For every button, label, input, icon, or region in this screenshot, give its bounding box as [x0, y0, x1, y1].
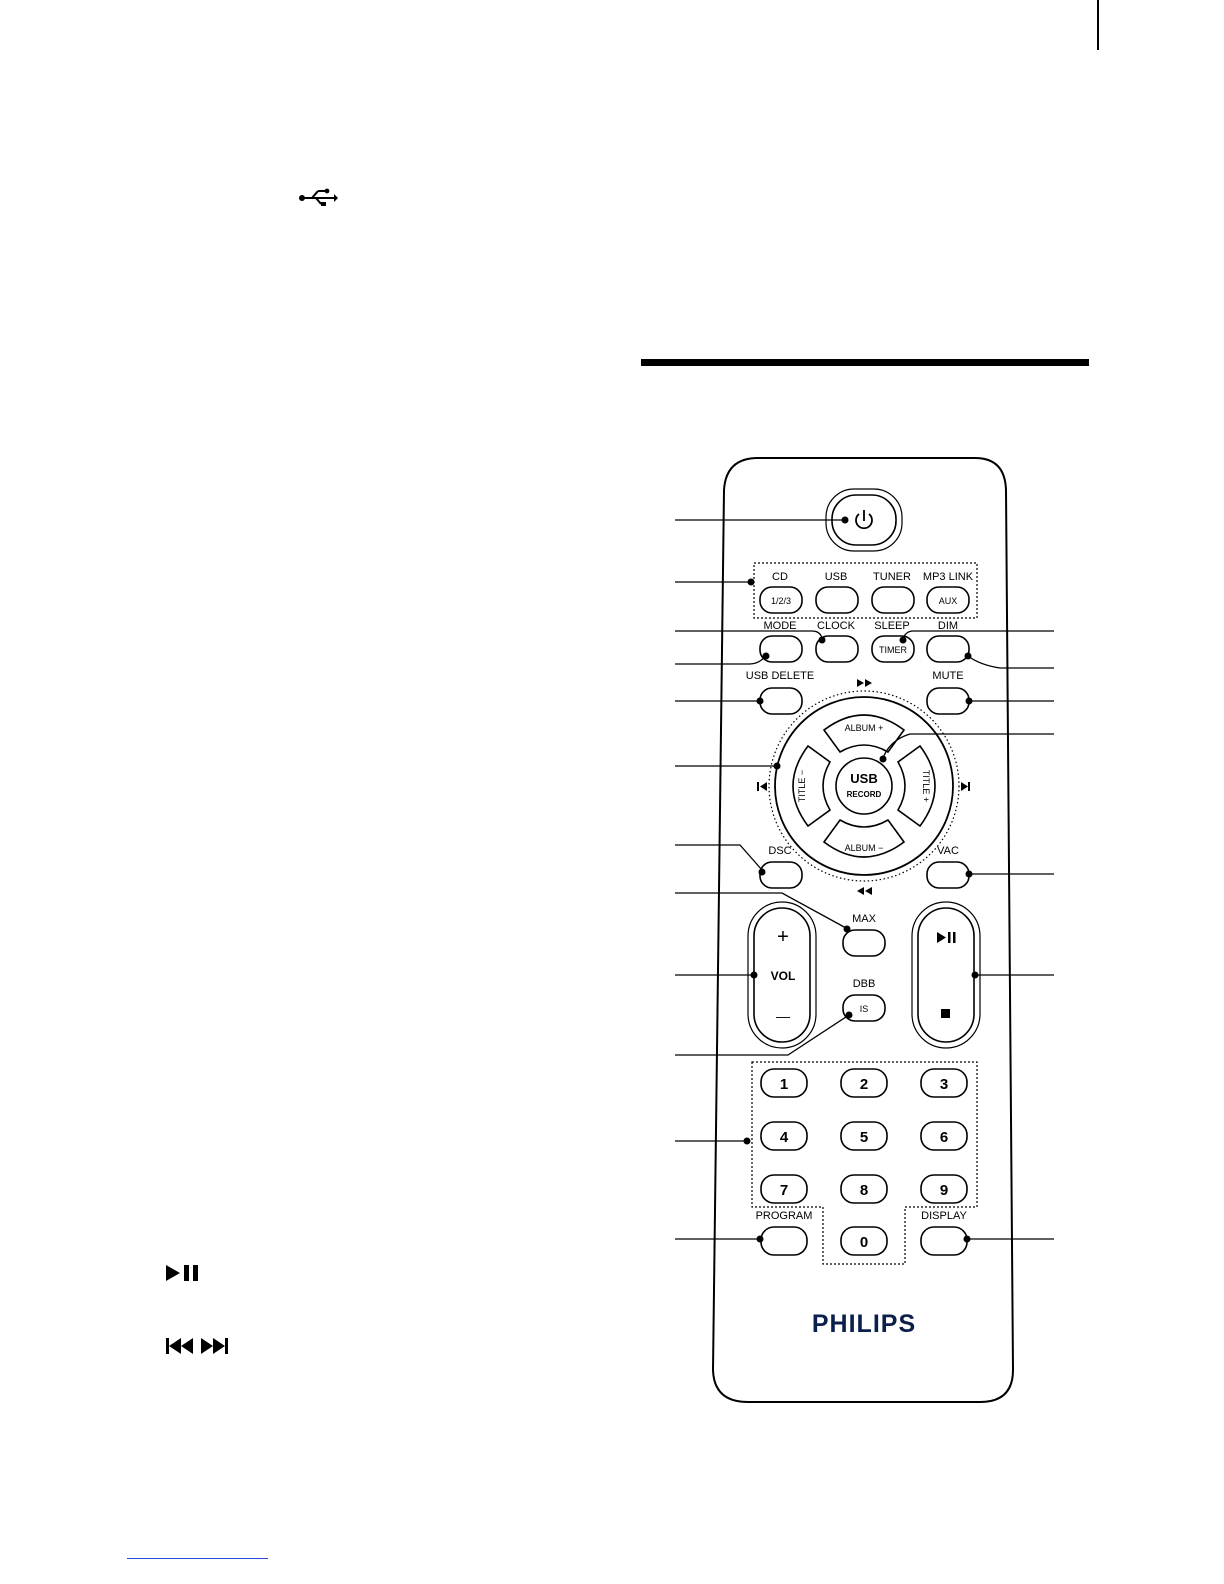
usb-record-label-top: USB: [850, 771, 878, 786]
album-minus-label: ALBUM −: [844, 843, 884, 853]
cd-button-label: 1/2/3: [770, 596, 792, 606]
title-minus-label: TITLE −: [797, 769, 807, 803]
stop-icon: [941, 1009, 950, 1018]
dim-label: DIM: [937, 620, 959, 632]
program-label: PROGRAM: [755, 1210, 813, 1222]
usb-record-label-bottom: RECORD: [846, 790, 882, 799]
digit-8-label: 8: [859, 1182, 869, 1199]
usb-label: USB: [824, 571, 848, 583]
digit-3-label: 3: [939, 1076, 949, 1093]
album-plus-label: ALBUM +: [844, 723, 884, 733]
dsc-button: [760, 862, 802, 888]
max-button: [843, 930, 885, 956]
digit-4-label: 4: [779, 1129, 789, 1146]
digit-7-label: 7: [779, 1182, 789, 1199]
digit-6-label: 6: [939, 1129, 949, 1146]
display-label: DISPLAY: [921, 1210, 967, 1222]
tuner-button: [872, 587, 914, 613]
philips-logo: PHILIPS: [811, 1310, 917, 1338]
digit-9-label: 9: [939, 1182, 949, 1199]
mode-label: MODE: [763, 620, 797, 632]
display-button: [921, 1227, 967, 1255]
dsc-label: DSC: [768, 845, 792, 857]
mute-label: MUTE: [932, 670, 964, 682]
mute-button: [927, 688, 969, 714]
vac-label: VAC: [937, 845, 959, 857]
aux-button-label: AUX: [938, 596, 958, 606]
usb-delete-label: USB DELETE: [745, 670, 815, 682]
mp3-link-label: MP3 LINK: [922, 571, 974, 583]
digit-0-label: 0: [859, 1234, 869, 1251]
timer-label: TIMER: [879, 645, 907, 655]
usb-record-button: [836, 758, 892, 814]
vol-minus-label: —: [776, 1008, 790, 1024]
vol-plus-label: +: [777, 926, 789, 948]
dim-button: [927, 636, 969, 662]
play-stop-rocker: [918, 908, 974, 1042]
sleep-label: SLEEP: [874, 620, 910, 632]
digit-2-label: 2: [859, 1076, 869, 1093]
dbb-label: DBB: [852, 978, 876, 990]
digit-1-label: 1: [779, 1076, 789, 1093]
max-label: MAX: [852, 913, 876, 925]
cd-label: CD: [772, 571, 788, 583]
program-button: [761, 1227, 807, 1255]
vol-label: VOL: [770, 969, 796, 983]
digit-5-label: 5: [859, 1129, 869, 1146]
tuner-label: TUNER: [873, 571, 911, 583]
is-label: IS: [859, 1004, 869, 1014]
usb-delete-button: [760, 688, 802, 714]
title-plus-label: TITLE +: [921, 769, 931, 803]
vac-button: [927, 862, 969, 888]
clock-label: CLOCK: [817, 620, 855, 632]
usb-button: [816, 587, 858, 613]
